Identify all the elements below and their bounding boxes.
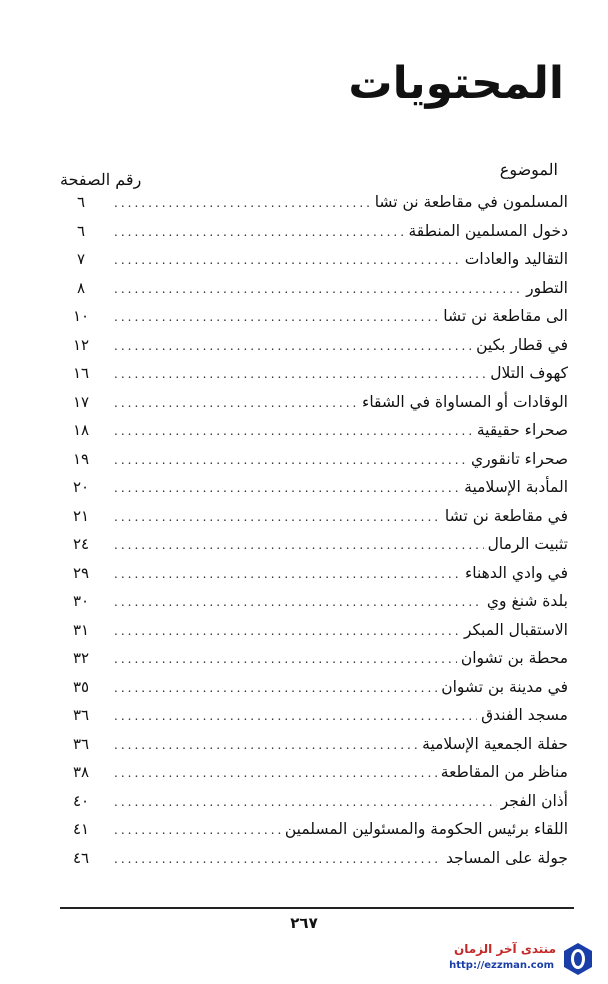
toc-leader-dots <box>114 674 437 702</box>
watermark-url: http://ezzman.com <box>449 960 554 971</box>
toc-entry-page: ٦ <box>76 193 86 211</box>
toc-entry-title: بلدة شنغ وي <box>486 592 568 610</box>
toc-entry-page: ٣٨ <box>72 763 90 781</box>
toc-leader-dots <box>114 731 418 759</box>
toc-entry-title: في قطار بكين <box>476 335 568 354</box>
toc-entry <box>58 445 568 474</box>
toc-entry-title: في وادي الدهناء <box>464 563 568 582</box>
toc-entry <box>58 730 568 759</box>
toc-leader-dots <box>114 588 483 616</box>
toc-entry-page: ٣٢ <box>72 649 90 667</box>
toc-entry-page: ١٨ <box>72 421 90 439</box>
toc-entry <box>58 815 568 844</box>
watermark-name: منتدى آخر الزمان <box>454 942 556 956</box>
toc-leader-dots <box>114 702 477 730</box>
toc-entry <box>58 673 568 702</box>
toc-entry <box>58 559 568 588</box>
toc-entry <box>58 644 568 673</box>
toc-entry-title: جولة على المساجد <box>445 848 568 867</box>
toc-entry <box>58 701 568 730</box>
toc-leader-dots <box>114 360 486 388</box>
toc-entry-page: ٢١ <box>72 506 90 525</box>
toc-entry-page: ٣٦ <box>72 706 90 724</box>
toc-entry <box>58 587 568 616</box>
page-number-column-header: رقم الصفحة <box>60 170 142 189</box>
toc-leader-dots <box>114 645 457 673</box>
toc-entry-title: الوقادات أو المساواة في الشقاء <box>362 392 568 411</box>
toc-entry-page: ١٢ <box>72 335 90 354</box>
forum-logo-icon <box>562 942 594 976</box>
toc-leader-dots <box>114 218 404 246</box>
toc-entry <box>58 844 568 873</box>
toc-entry <box>58 359 568 388</box>
toc-entry-title: أذان الفجر <box>500 791 568 810</box>
toc-entry-title: في مدينة بن تشوان <box>441 677 568 696</box>
toc-entry <box>58 245 568 274</box>
toc-entry-page: ٦ <box>76 221 86 240</box>
toc-entry-page: ٣٠ <box>72 592 90 610</box>
toc-entry-title: اللقاء برئيس الحكومة والمسئولين المسلمين <box>284 820 568 838</box>
toc-leader-dots <box>114 560 461 588</box>
toc-entry-title: كهوف التلال <box>490 364 568 382</box>
toc-entry-title: المسلمون في مقاطعة نن تشا <box>374 193 568 211</box>
toc-entry-page: ٣٦ <box>72 734 90 753</box>
footer-divider <box>60 907 574 909</box>
toc-leader-dots <box>114 816 281 844</box>
toc-entry <box>58 416 568 445</box>
toc-entry <box>58 758 568 787</box>
toc-entry-title: المأدبة الإسلامية <box>464 478 568 496</box>
toc-entry <box>58 787 568 816</box>
toc-entry <box>58 473 568 502</box>
toc-entry-title: صحراء حقيقية <box>476 421 568 439</box>
toc-entry-page: ٣١ <box>72 620 90 639</box>
toc-leader-dots <box>114 617 460 645</box>
toc-entry-title: التطور <box>526 278 568 297</box>
toc-entry-page: ١٦ <box>72 364 90 382</box>
forum-watermark <box>402 940 602 980</box>
toc-entry <box>58 274 568 303</box>
toc-entry-title: صحراء تانقوري <box>470 449 568 468</box>
toc-leader-dots <box>114 417 473 445</box>
toc-entry-page: ١٩ <box>72 449 90 468</box>
toc-entry-page: ٢٩ <box>72 563 90 582</box>
toc-leader-dots <box>114 759 437 787</box>
toc-leader-dots <box>114 332 472 360</box>
toc-entry-title: محطة بن تشوان <box>460 649 568 667</box>
toc-entry <box>58 331 568 360</box>
toc-entry-title: الى مقاطعة نن تشا <box>443 307 568 325</box>
toc-entry-title: التقاليد والعادات <box>464 250 568 268</box>
toc-entry-page: ٨ <box>76 278 86 297</box>
toc-leader-dots <box>114 845 442 873</box>
toc-entry-title: الاستقبال المبكر <box>463 620 568 639</box>
toc-entry-page: ٤٠ <box>72 791 90 810</box>
toc-entry <box>58 302 568 331</box>
toc-entry-title: دخول المسلمين المنطقة <box>408 221 568 240</box>
toc-leader-dots <box>114 389 358 417</box>
toc-entry <box>58 502 568 531</box>
toc-leader-dots <box>114 531 484 559</box>
toc-entry-title: حفلة الجمعية الإسلامية <box>422 734 568 753</box>
toc-entry <box>58 530 568 559</box>
toc-leader-dots <box>114 474 460 502</box>
toc-entry-title: في مقاطعة نن تشا <box>444 506 568 525</box>
toc-entry-page: ٤١ <box>72 820 90 838</box>
toc-entry-page: ٤٦ <box>72 848 90 867</box>
toc-entry <box>58 188 568 217</box>
page-title: المحتويات <box>348 58 564 109</box>
toc-leader-dots <box>114 446 467 474</box>
toc-entry-page: ٣٥ <box>72 677 90 696</box>
toc-leader-dots <box>114 503 441 531</box>
toc-leader-dots <box>114 189 371 217</box>
toc-entry-title: مناظر من المقاطعة <box>440 763 568 781</box>
toc-entry <box>58 616 568 645</box>
topic-column-header: الموضوع <box>499 160 558 179</box>
toc-entry-page: ٢٤ <box>72 535 90 553</box>
toc-leader-dots <box>114 246 461 274</box>
page-number: ٢٦٧ <box>290 914 318 932</box>
toc-entry-page: ٢٠ <box>72 478 90 496</box>
toc-leader-dots <box>114 275 522 303</box>
toc-entry <box>58 388 568 417</box>
toc-entry-page: ٧ <box>76 250 86 268</box>
toc-entry-page: ١٠ <box>72 307 90 325</box>
toc-leader-dots <box>114 303 439 331</box>
toc-leader-dots <box>114 788 497 816</box>
toc-entry-page: ١٧ <box>72 392 90 411</box>
table-of-contents <box>58 188 568 872</box>
toc-entry <box>58 217 568 246</box>
toc-entry-title: تثبيت الرمال <box>487 535 568 553</box>
toc-entry-title: مسجد الفندق <box>481 706 568 724</box>
